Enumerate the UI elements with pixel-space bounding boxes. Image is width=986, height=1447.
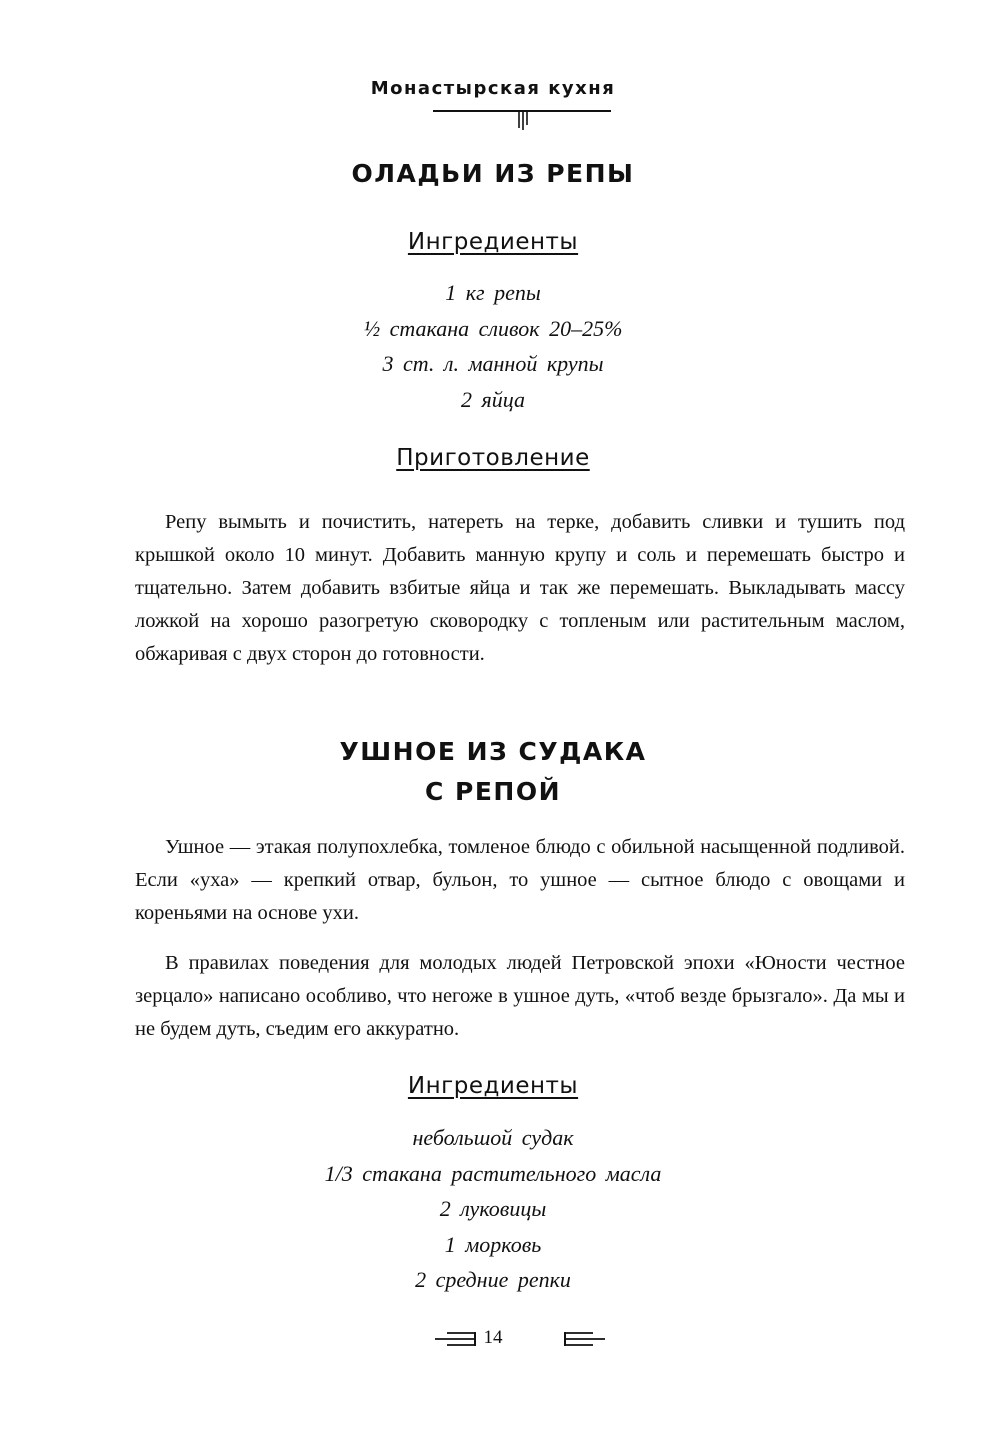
footer-ornament-right <box>563 1330 605 1348</box>
ingredients-heading-text: Ингредиенты <box>407 229 579 255</box>
recipe-title-line-2: С РЕПОЙ <box>424 777 562 806</box>
ingredients-list <box>0 1120 986 1298</box>
page-footer <box>0 1325 986 1355</box>
recipe-title: ОЛАДЬИ ИЗ РЕПЫ <box>351 159 635 188</box>
ingredient-item: 2 яйца <box>461 386 525 412</box>
method-heading-text: Приготовление <box>396 445 590 471</box>
ingredient-item: 3 ст. л. манной крупы <box>382 351 604 376</box>
method-heading <box>0 443 986 473</box>
ingredients-list <box>0 275 986 417</box>
intro-paragraph: В правилах поведения для молодых людей Петровской эпохи «Юности честное зерцало» написано особливо, что негоже в ушное дуть, «чтоб везде брызгало». Да мы и не будем дуть, съедим его аккуратно. <box>135 952 905 1040</box>
ingredient-item: 1 кг репы <box>445 280 541 305</box>
header-rule-ornament <box>433 108 611 132</box>
ingredient-item: 2 луковицы <box>439 1196 547 1221</box>
recipe-title-line-1: УШНОЕ ИЗ СУДАКА <box>339 737 647 766</box>
ingredient-item: 1/3 стакана растительного масла <box>324 1160 662 1186</box>
ingredients-heading <box>0 1071 986 1101</box>
intro-paragraph: Ушное — этакая полупохлебка, томленое блюдо с обильной насыщенной подливой. Если «уха» — крепкий отвар, бульон, то ушное — сытное блюдо с овощами и кореньями на основе ухи. <box>135 836 905 924</box>
ingredient-item: ½ стакана сливок 20–25% <box>363 315 623 341</box>
method-paragraph: Репу вымыть и почистить, натереть на терке, добавить сливки и тушить под крышкой около 10 минут. Добавить манную крупу и соль и перемешать быстро и тщательно. Затем добавить взбитые яйца и так же перемешать. Выкладывать массу ложкой на хорошо разогретую сковородку с топленым или растительным маслом, обжаривая с двух сторон до готовности. <box>135 511 905 665</box>
ingredients-heading-text: Ингредиенты <box>407 1073 579 1099</box>
ingredient-item: 1 морковь <box>444 1231 542 1257</box>
ingredients-heading <box>0 227 986 257</box>
page-number: 14 <box>483 1327 503 1348</box>
ingredient-item: 2 средние репки <box>415 1267 571 1292</box>
ingredient-item: небольшой судак <box>412 1125 574 1150</box>
running-head: Монастырская кухня <box>370 78 616 99</box>
